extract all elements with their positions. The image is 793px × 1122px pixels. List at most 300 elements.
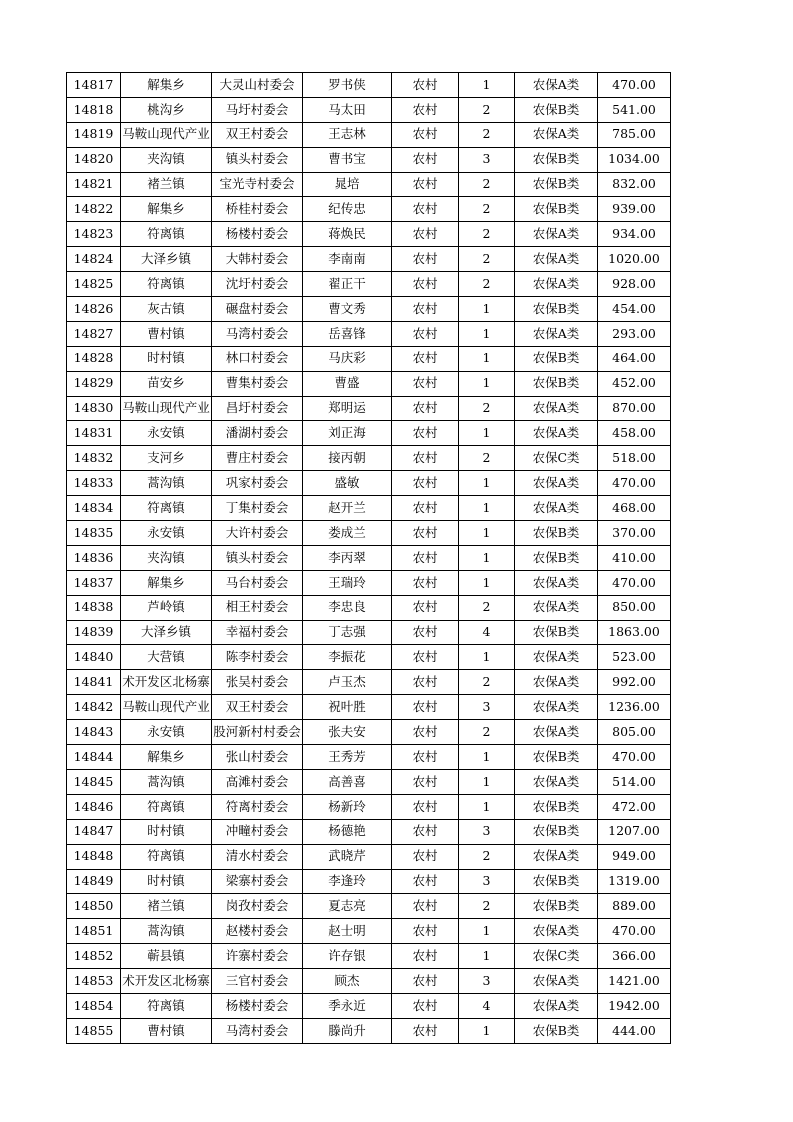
village-committee-cell: 岗孜村委会 [212, 894, 303, 919]
household-count-cell: 1 [459, 745, 515, 770]
household-count-cell: 3 [459, 147, 515, 172]
area-type-cell: 农村 [392, 720, 459, 745]
area-type-cell: 农村 [392, 521, 459, 546]
person-name-cell: 季永近 [303, 993, 392, 1018]
person-name-cell: 卢玉杰 [303, 670, 392, 695]
amount-cell: 1319.00 [598, 869, 671, 894]
village-committee-cell: 陈李村委会 [212, 645, 303, 670]
town-cell: 解集乡 [121, 197, 212, 222]
area-type-cell: 农村 [392, 944, 459, 969]
village-committee-cell: 镇头村委会 [212, 147, 303, 172]
table-row [67, 894, 671, 919]
table-row [67, 670, 671, 695]
amount-cell: 934.00 [598, 222, 671, 247]
household-count-cell: 2 [459, 446, 515, 471]
record-id-cell: 14853 [67, 969, 121, 994]
area-type-cell: 农村 [392, 496, 459, 521]
town-cell: 褚兰镇 [121, 894, 212, 919]
household-count-cell: 2 [459, 670, 515, 695]
village-committee-cell: 马台村委会 [212, 570, 303, 595]
person-name-cell: 丁志强 [303, 620, 392, 645]
amount-cell: 444.00 [598, 1018, 671, 1043]
person-name-cell: 祝叶胜 [303, 695, 392, 720]
table-row [67, 695, 671, 720]
area-type-cell: 农村 [392, 446, 459, 471]
insurance-type-cell: 农保A类 [515, 645, 598, 670]
area-type-cell: 农村 [392, 97, 459, 122]
village-committee-cell: 马湾村委会 [212, 1018, 303, 1043]
insurance-type-cell: 农保A类 [515, 993, 598, 1018]
insurance-type-cell: 农保B类 [515, 197, 598, 222]
person-name-cell: 罗书侠 [303, 73, 392, 98]
insurance-type-cell: 农保A类 [515, 570, 598, 595]
town-cell: 符离镇 [121, 222, 212, 247]
area-type-cell: 农村 [392, 371, 459, 396]
record-id-cell: 14827 [67, 321, 121, 346]
amount-cell: 1207.00 [598, 819, 671, 844]
amount-cell: 366.00 [598, 944, 671, 969]
village-committee-cell: 大韩村委会 [212, 247, 303, 272]
insurance-type-cell: 农保B类 [515, 147, 598, 172]
person-name-cell: 接丙朝 [303, 446, 392, 471]
person-name-cell: 武晓芹 [303, 844, 392, 869]
village-committee-cell: 宝光寺村委会 [212, 172, 303, 197]
record-id-cell: 14844 [67, 745, 121, 770]
village-committee-cell: 昌圩村委会 [212, 396, 303, 421]
household-count-cell: 2 [459, 247, 515, 272]
amount-cell: 458.00 [598, 421, 671, 446]
person-name-cell: 曹文秀 [303, 297, 392, 322]
person-name-cell: 岳喜锋 [303, 321, 392, 346]
amount-cell: 514.00 [598, 769, 671, 794]
insurance-type-cell: 农保A类 [515, 919, 598, 944]
amount-cell: 832.00 [598, 172, 671, 197]
area-type-cell: 农村 [392, 73, 459, 98]
village-committee-cell: 许寨村委会 [212, 944, 303, 969]
town-cell: 大泽乡镇 [121, 620, 212, 645]
household-count-cell: 2 [459, 97, 515, 122]
town-cell: 术开发区北杨寨 [121, 969, 212, 994]
record-id-cell: 14846 [67, 794, 121, 819]
household-count-cell: 1 [459, 421, 515, 446]
table-row [67, 993, 671, 1018]
record-id-cell: 14852 [67, 944, 121, 969]
person-name-cell: 王秀芳 [303, 745, 392, 770]
town-cell: 符离镇 [121, 993, 212, 1018]
person-name-cell: 李忠良 [303, 595, 392, 620]
town-cell: 芦岭镇 [121, 595, 212, 620]
record-id-cell: 14849 [67, 869, 121, 894]
amount-cell: 850.00 [598, 595, 671, 620]
insurance-type-cell: 农保B类 [515, 1018, 598, 1043]
insurance-type-cell: 农保A类 [515, 122, 598, 147]
insurance-type-cell: 农保B类 [515, 869, 598, 894]
table-row [67, 769, 671, 794]
village-committee-cell: 冲疃村委会 [212, 819, 303, 844]
town-cell: 桃沟乡 [121, 97, 212, 122]
household-count-cell: 2 [459, 272, 515, 297]
table-row [67, 421, 671, 446]
person-name-cell: 翟正干 [303, 272, 392, 297]
household-count-cell: 2 [459, 720, 515, 745]
area-type-cell: 农村 [392, 222, 459, 247]
amount-cell: 470.00 [598, 570, 671, 595]
village-committee-cell: 清水村委会 [212, 844, 303, 869]
person-name-cell: 顾杰 [303, 969, 392, 994]
insurance-type-cell: 农保A类 [515, 73, 598, 98]
household-count-cell: 1 [459, 944, 515, 969]
person-name-cell: 盛敏 [303, 471, 392, 496]
record-id-cell: 14824 [67, 247, 121, 272]
table-row [67, 1018, 671, 1043]
record-id-cell: 14840 [67, 645, 121, 670]
town-cell: 大泽乡镇 [121, 247, 212, 272]
insurance-type-cell: 农保B类 [515, 745, 598, 770]
town-cell: 大营镇 [121, 645, 212, 670]
household-count-cell: 2 [459, 894, 515, 919]
area-type-cell: 农村 [392, 595, 459, 620]
amount-cell: 470.00 [598, 73, 671, 98]
area-type-cell: 农村 [392, 869, 459, 894]
area-type-cell: 农村 [392, 197, 459, 222]
table-row [67, 122, 671, 147]
insurance-type-cell: 农保A类 [515, 396, 598, 421]
household-count-cell: 1 [459, 545, 515, 570]
village-committee-cell: 丁集村委会 [212, 496, 303, 521]
amount-cell: 410.00 [598, 545, 671, 570]
table-row [67, 844, 671, 869]
village-committee-cell: 杨楼村委会 [212, 222, 303, 247]
table-row [67, 222, 671, 247]
town-cell: 苗安乡 [121, 371, 212, 396]
person-name-cell: 曹盛 [303, 371, 392, 396]
amount-cell: 1020.00 [598, 247, 671, 272]
amount-cell: 1034.00 [598, 147, 671, 172]
insurance-type-cell: 农保B类 [515, 620, 598, 645]
table-row [67, 745, 671, 770]
record-id-cell: 14828 [67, 346, 121, 371]
area-type-cell: 农村 [392, 471, 459, 496]
table-row [67, 819, 671, 844]
record-id-cell: 14854 [67, 993, 121, 1018]
town-cell: 支河乡 [121, 446, 212, 471]
amount-cell: 523.00 [598, 645, 671, 670]
person-name-cell: 马太田 [303, 97, 392, 122]
area-type-cell: 农村 [392, 172, 459, 197]
town-cell: 时村镇 [121, 869, 212, 894]
area-type-cell: 农村 [392, 769, 459, 794]
household-count-cell: 1 [459, 371, 515, 396]
person-name-cell: 高善喜 [303, 769, 392, 794]
insurance-type-cell: 农保A类 [515, 247, 598, 272]
person-name-cell: 滕尚升 [303, 1018, 392, 1043]
area-type-cell: 农村 [392, 570, 459, 595]
town-cell: 灰古镇 [121, 297, 212, 322]
person-name-cell: 纪传忠 [303, 197, 392, 222]
household-count-cell: 1 [459, 471, 515, 496]
amount-cell: 454.00 [598, 297, 671, 322]
area-type-cell: 农村 [392, 695, 459, 720]
insurance-type-cell: 农保A类 [515, 421, 598, 446]
household-count-cell: 1 [459, 521, 515, 546]
village-committee-cell: 高滩村委会 [212, 769, 303, 794]
household-count-cell: 3 [459, 819, 515, 844]
person-name-cell: 张夫安 [303, 720, 392, 745]
area-type-cell: 农村 [392, 1018, 459, 1043]
village-committee-cell: 大灵山村委会 [212, 73, 303, 98]
table-row [67, 645, 671, 670]
household-count-cell: 2 [459, 595, 515, 620]
insurance-type-cell: 农保A类 [515, 321, 598, 346]
town-cell: 符离镇 [121, 844, 212, 869]
area-type-cell: 农村 [392, 620, 459, 645]
village-committee-cell: 三官村委会 [212, 969, 303, 994]
person-name-cell: 李南南 [303, 247, 392, 272]
insurance-type-cell: 农保B类 [515, 819, 598, 844]
record-id-cell: 14845 [67, 769, 121, 794]
record-id-cell: 14833 [67, 471, 121, 496]
insurance-type-cell: 农保A类 [515, 720, 598, 745]
household-count-cell: 1 [459, 1018, 515, 1043]
record-id-cell: 14841 [67, 670, 121, 695]
record-id-cell: 14817 [67, 73, 121, 98]
town-cell: 曹村镇 [121, 321, 212, 346]
record-id-cell: 14829 [67, 371, 121, 396]
table-row [67, 272, 671, 297]
record-id-cell: 14855 [67, 1018, 121, 1043]
village-committee-cell: 桥桂村委会 [212, 197, 303, 222]
insurance-type-cell: 农保C类 [515, 446, 598, 471]
person-name-cell: 娄成兰 [303, 521, 392, 546]
table-row [67, 346, 671, 371]
table-row [67, 570, 671, 595]
village-committee-cell: 林口村委会 [212, 346, 303, 371]
table-row [67, 297, 671, 322]
table-row [67, 919, 671, 944]
record-id-cell: 14842 [67, 695, 121, 720]
town-cell: 曹村镇 [121, 1018, 212, 1043]
person-name-cell: 杨新玲 [303, 794, 392, 819]
area-type-cell: 农村 [392, 969, 459, 994]
village-committee-cell: 杨楼村委会 [212, 993, 303, 1018]
insurance-type-cell: 农保C类 [515, 944, 598, 969]
town-cell: 蒿沟镇 [121, 769, 212, 794]
area-type-cell: 农村 [392, 297, 459, 322]
household-count-cell: 2 [459, 197, 515, 222]
person-name-cell: 刘正海 [303, 421, 392, 446]
town-cell: 蕲县镇 [121, 944, 212, 969]
person-name-cell: 李逢玲 [303, 869, 392, 894]
table-row [67, 197, 671, 222]
person-name-cell: 李振花 [303, 645, 392, 670]
amount-cell: 468.00 [598, 496, 671, 521]
record-id-cell: 14835 [67, 521, 121, 546]
record-id-cell: 14836 [67, 545, 121, 570]
village-committee-cell: 相王村委会 [212, 595, 303, 620]
amount-cell: 889.00 [598, 894, 671, 919]
village-committee-cell: 双王村委会 [212, 695, 303, 720]
town-cell: 时村镇 [121, 819, 212, 844]
person-name-cell: 王瑞玲 [303, 570, 392, 595]
person-name-cell: 晁培 [303, 172, 392, 197]
amount-cell: 470.00 [598, 745, 671, 770]
area-type-cell: 农村 [392, 993, 459, 1018]
amount-cell: 1236.00 [598, 695, 671, 720]
record-id-cell: 14834 [67, 496, 121, 521]
insurance-type-cell: 农保A类 [515, 272, 598, 297]
village-committee-cell: 沈圩村委会 [212, 272, 303, 297]
village-committee-cell: 巩家村委会 [212, 471, 303, 496]
town-cell: 马鞍山现代产业 [121, 122, 212, 147]
town-cell: 马鞍山现代产业 [121, 695, 212, 720]
town-cell: 蒿沟镇 [121, 471, 212, 496]
area-type-cell: 农村 [392, 645, 459, 670]
household-count-cell: 3 [459, 695, 515, 720]
amount-cell: 518.00 [598, 446, 671, 471]
person-name-cell: 马庆彩 [303, 346, 392, 371]
record-id-cell: 14843 [67, 720, 121, 745]
insurance-type-cell: 农保A类 [515, 595, 598, 620]
table-row [67, 620, 671, 645]
record-id-cell: 14830 [67, 396, 121, 421]
amount-cell: 293.00 [598, 321, 671, 346]
person-name-cell: 郑明运 [303, 396, 392, 421]
table-row [67, 969, 671, 994]
household-count-cell: 1 [459, 321, 515, 346]
record-id-cell: 14819 [67, 122, 121, 147]
table-row [67, 545, 671, 570]
insurance-type-cell: 农保A类 [515, 496, 598, 521]
insurance-type-cell: 农保B类 [515, 172, 598, 197]
area-type-cell: 农村 [392, 247, 459, 272]
record-id-cell: 14851 [67, 919, 121, 944]
town-cell: 符离镇 [121, 496, 212, 521]
village-committee-cell: 股河新村村委会 [212, 720, 303, 745]
household-count-cell: 1 [459, 919, 515, 944]
record-id-cell: 14847 [67, 819, 121, 844]
table-row [67, 720, 671, 745]
table-row [67, 595, 671, 620]
table-row [67, 147, 671, 172]
table-row [67, 446, 671, 471]
insurance-type-cell: 农保A类 [515, 844, 598, 869]
amount-cell: 472.00 [598, 794, 671, 819]
insurance-type-cell: 农保B类 [515, 371, 598, 396]
amount-cell: 470.00 [598, 919, 671, 944]
town-cell: 永安镇 [121, 720, 212, 745]
area-type-cell: 农村 [392, 894, 459, 919]
village-committee-cell: 张吴村委会 [212, 670, 303, 695]
area-type-cell: 农村 [392, 670, 459, 695]
person-name-cell: 王志林 [303, 122, 392, 147]
area-type-cell: 农村 [392, 321, 459, 346]
record-id-cell: 14850 [67, 894, 121, 919]
insurance-type-cell: 农保A类 [515, 670, 598, 695]
record-id-cell: 14823 [67, 222, 121, 247]
record-id-cell: 14848 [67, 844, 121, 869]
insurance-type-cell: 农保A类 [515, 222, 598, 247]
household-count-cell: 2 [459, 844, 515, 869]
household-count-cell: 1 [459, 346, 515, 371]
insurance-type-cell: 农保A类 [515, 969, 598, 994]
table-row [67, 944, 671, 969]
household-count-cell: 3 [459, 869, 515, 894]
town-cell: 术开发区北杨寨 [121, 670, 212, 695]
table-row [67, 521, 671, 546]
town-cell: 夹沟镇 [121, 147, 212, 172]
person-name-cell: 杨德艳 [303, 819, 392, 844]
insurance-type-cell: 农保B类 [515, 297, 598, 322]
household-count-cell: 1 [459, 73, 515, 98]
table-row [67, 97, 671, 122]
town-cell: 解集乡 [121, 745, 212, 770]
amount-cell: 370.00 [598, 521, 671, 546]
amount-cell: 1421.00 [598, 969, 671, 994]
person-name-cell: 李丙翠 [303, 545, 392, 570]
amount-cell: 452.00 [598, 371, 671, 396]
amount-cell: 541.00 [598, 97, 671, 122]
record-id-cell: 14837 [67, 570, 121, 595]
area-type-cell: 农村 [392, 819, 459, 844]
town-cell: 符离镇 [121, 794, 212, 819]
record-id-cell: 14832 [67, 446, 121, 471]
area-type-cell: 农村 [392, 421, 459, 446]
amount-cell: 928.00 [598, 272, 671, 297]
household-count-cell: 1 [459, 570, 515, 595]
village-committee-cell: 张山村委会 [212, 745, 303, 770]
area-type-cell: 农村 [392, 745, 459, 770]
village-committee-cell: 潘湖村委会 [212, 421, 303, 446]
town-cell: 褚兰镇 [121, 172, 212, 197]
insurance-type-cell: 农保B类 [515, 545, 598, 570]
amount-cell: 464.00 [598, 346, 671, 371]
table-row [67, 172, 671, 197]
village-committee-cell: 碾盘村委会 [212, 297, 303, 322]
household-count-cell: 1 [459, 297, 515, 322]
area-type-cell: 农村 [392, 122, 459, 147]
area-type-cell: 农村 [392, 844, 459, 869]
town-cell: 时村镇 [121, 346, 212, 371]
household-count-cell: 1 [459, 794, 515, 819]
amount-cell: 470.00 [598, 471, 671, 496]
amount-cell: 939.00 [598, 197, 671, 222]
record-id-cell: 14822 [67, 197, 121, 222]
household-count-cell: 4 [459, 620, 515, 645]
area-type-cell: 农村 [392, 147, 459, 172]
amount-cell: 870.00 [598, 396, 671, 421]
town-cell: 永安镇 [121, 421, 212, 446]
record-id-cell: 14838 [67, 595, 121, 620]
village-committee-cell: 曹庄村委会 [212, 446, 303, 471]
table-row [67, 496, 671, 521]
village-committee-cell: 曹集村委会 [212, 371, 303, 396]
table-row [67, 321, 671, 346]
town-cell: 马鞍山现代产业 [121, 396, 212, 421]
person-name-cell: 许存银 [303, 944, 392, 969]
village-committee-cell: 双王村委会 [212, 122, 303, 147]
area-type-cell: 农村 [392, 794, 459, 819]
insurance-type-cell: 农保B类 [515, 894, 598, 919]
village-committee-cell: 赵楼村委会 [212, 919, 303, 944]
record-id-cell: 14821 [67, 172, 121, 197]
insurance-type-cell: 农保A类 [515, 471, 598, 496]
amount-cell: 785.00 [598, 122, 671, 147]
insurance-type-cell: 农保A类 [515, 695, 598, 720]
record-id-cell: 14820 [67, 147, 121, 172]
area-type-cell: 农村 [392, 272, 459, 297]
area-type-cell: 农村 [392, 346, 459, 371]
village-committee-cell: 符离村委会 [212, 794, 303, 819]
